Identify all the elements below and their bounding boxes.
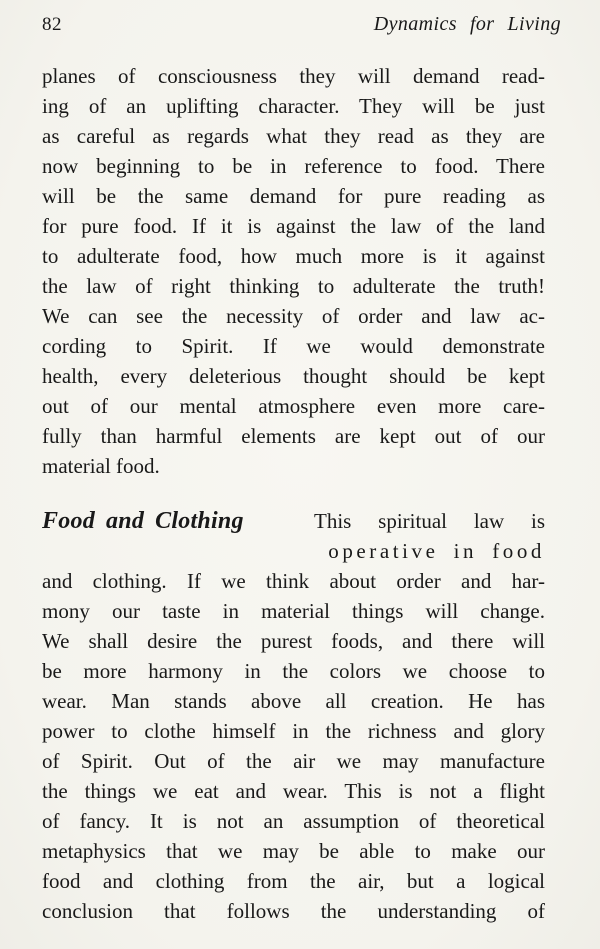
text-line: be more harmony in the colors we choose to <box>42 659 545 683</box>
text-line: power to clothe himself in the richness and glory <box>42 719 545 743</box>
text-line: fully than harmful elements are kept out of our <box>42 424 545 448</box>
text-line: wear. Man stands above all creation. He has <box>42 689 545 713</box>
text-line: material food. <box>42 454 160 478</box>
page-header <box>42 13 561 36</box>
text-line: for pure food. If it is against the law of the land <box>42 214 545 238</box>
text-line: of fancy. It is not an assumption of theoretical <box>42 809 545 833</box>
text-line: food and clothing from the air, but a logical <box>42 869 545 893</box>
text-line: health, every deleterious thought should be kept <box>42 364 545 388</box>
text-line: planes of consciousness they will demand read- <box>42 64 545 88</box>
text-line: We shall desire the purest foods, and there will <box>42 629 545 653</box>
text-line: will be the same demand for pure reading as <box>42 184 545 208</box>
section-heading: Food and Clothing <box>42 508 244 534</box>
text-line: conclusion that follows the understanding of <box>42 899 545 923</box>
text-line: We can see the necessity of order and law ac- <box>42 304 545 328</box>
text-line: as careful as regards what they read as they are <box>42 124 545 148</box>
text-line: operative in food <box>328 539 545 563</box>
text-line: out of our mental atmosphere even more care- <box>42 394 545 418</box>
text-line: of Spirit. Out of the air we may manufacture <box>42 749 545 773</box>
section-food-and-clothing <box>42 506 545 566</box>
text-line: to adulterate food, how much more is it against <box>42 244 545 268</box>
text-line: This spiritual law is <box>314 509 545 533</box>
text-line: cording to Spirit. If we would demonstrate <box>42 334 545 358</box>
text-line: mony our taste in material things will change. <box>42 599 545 623</box>
paragraph-first <box>42 61 545 481</box>
text-line: the law of right thinking to adulterate the truth! <box>42 274 545 298</box>
text-line: now beginning to be in reference to food. There <box>42 154 545 178</box>
text-line: the things we eat and wear. This is not a flight <box>42 779 545 803</box>
running-title: Dynamics for Living <box>373 13 561 35</box>
section-lead-lines <box>314 506 545 566</box>
paragraph-second <box>42 566 545 926</box>
text-line: and clothing. If we think about order and har- <box>42 569 545 593</box>
text-line: ing of an uplifting character. They will be just <box>42 94 545 118</box>
page-number: 82 <box>42 14 62 35</box>
text-line: metaphysics that we may be able to make our <box>42 839 545 863</box>
